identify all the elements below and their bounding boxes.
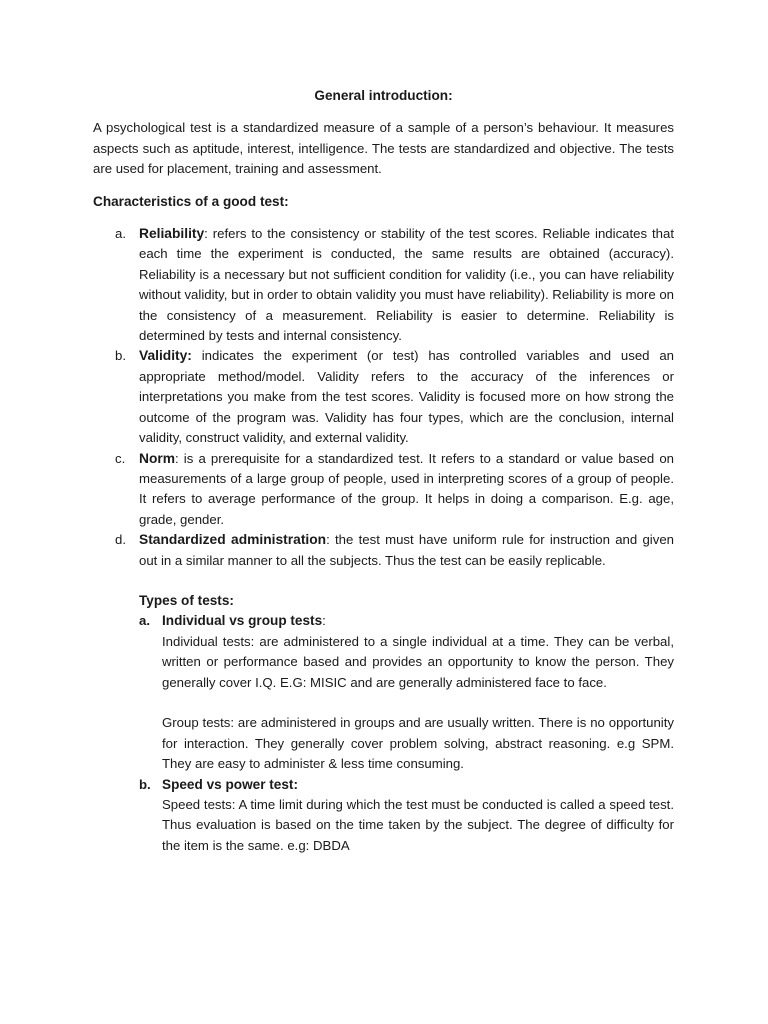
list-item-standardized-administration [93,530,674,571]
types-section [139,591,674,856]
term-norm: Norm [139,450,176,466]
term-reliability: Reliability [139,226,205,242]
type-title-suffix: : [322,613,326,629]
list-item-reliability [93,224,674,346]
page-title: General introduction: [314,88,453,103]
types-heading: Types of tests: [139,592,234,608]
type-title: Speed vs power test: [162,776,298,792]
term-standardized-administration: Standardized administration [139,532,327,548]
list-item-validity [93,346,674,448]
definition-validity: indicates the experiment (or test) has controlled variables and used an appropriate method/model. Validity refers to the accuracy of the inferences or interpretations you make from the test scores. Validity is focused more on how strong the outcome of the program was. Validity has four types, which are the conclusion, internal validity, construct validity, and external validity. [139,348,674,446]
list-marker: a. [115,226,126,242]
term-validity: Validity: [139,348,192,364]
list-marker: c. [115,450,126,466]
sub-list-marker: a. [139,613,150,629]
characteristics-heading: Characteristics of a good test: [93,193,289,209]
group-tests-paragraph: Group tests: are administered in groups and are usually written. There is no opportunity for interaction. They generally cover problem solving, abstract reasoning. e.g SPM. They are easy to administer & less time consuming. [162,715,674,772]
individual-tests-paragraph: Individual tests: are administered to a single individual at a time. They can be verbal, written or performance based and provides an opportunity to know the person. They generally cover I.Q. E.G: MISIC and are generally administered face to face. [162,633,674,690]
document-page [93,86,674,856]
type-title-row [162,775,674,795]
definition-reliability: : refers to the consistency or stability of the test scores. Reliable indicates that each time the experiment is conducted, the same results are obtained (accuracy). Reliability is a necessary but not sufficient condition for validity (i.e., you can have reliability without validity, but in order to obtain validity you must have reliability). Reliability is more on the consistency of a measurement. Reliability is easier to determine. Reliability is determined by tests and internal consistency. [139,226,674,344]
list-marker: d. [115,532,126,548]
list-marker: b. [115,348,126,364]
paragraph-gap [162,693,674,713]
sub-list-marker: b. [139,776,151,792]
definition-standardized-administration: : the test must have uniform rule for instruction and given out in a similar manner to all the subjects. Thus the test can be easily replicable. [139,532,674,568]
definition-norm: : is a prerequisite for a standardized test. It refers to a standard or value based on measurements of a large group of people, used in interpreting scores of a group of people. It refers to average performance of the group. It helps in doing a comparison. E.g. age, grade, gender. [139,450,674,527]
type-title-row [162,611,674,631]
list-item-norm [93,449,674,531]
characteristics-list [93,224,674,571]
intro-paragraph: A psychological test is a standardized measure of a sample of a person’s behaviour. It measures aspects such as aptitude, interest, intelligence. The tests are standardized and objective. The tests are used for placement, training and assessment. [93,120,674,177]
type-item-individual-vs-group [139,611,674,774]
type-title: Individual vs group tests [162,613,323,629]
type-item-speed-vs-power [139,775,674,857]
speed-tests-paragraph: Speed tests: A time limit during which the test must be conducted is called a speed test. Thus evaluation is based on the time taken by the subject. The degree of difficulty for the item is the same. e.g: DBDA [162,796,674,853]
